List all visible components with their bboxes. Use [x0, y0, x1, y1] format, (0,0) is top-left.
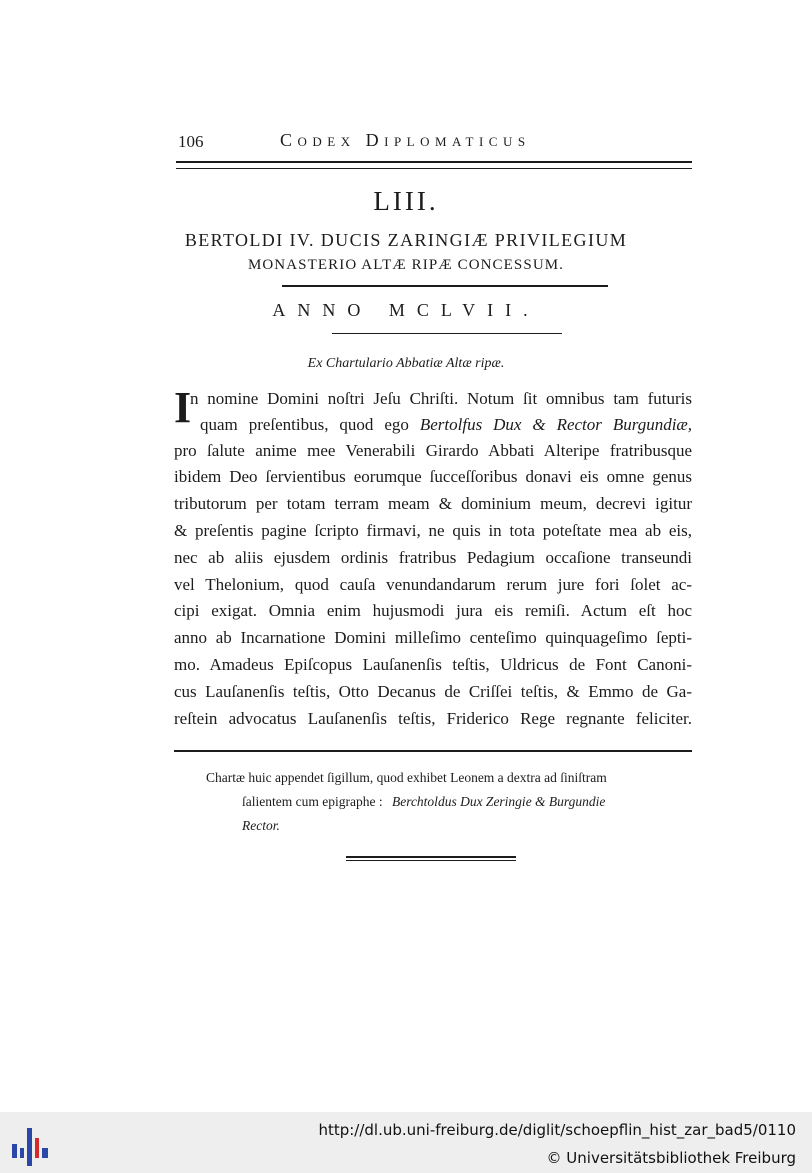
head-rule-thick — [176, 161, 692, 163]
text-line-2 — [200, 412, 692, 438]
document-year: ANNO MCLVII. — [272, 300, 540, 320]
year-rule — [332, 333, 562, 334]
document-source: Ex Chartulario Abbatiæ Altæ ripæ. — [307, 356, 505, 371]
note-line-3-italic: Rector. — [242, 818, 280, 833]
text-end-rule — [174, 750, 692, 752]
footer-copyright: © Universitätsbibliothek Freiburg — [546, 1149, 796, 1167]
running-title: Codex Diplomaticus — [280, 130, 531, 150]
text-line-6: & preſentis pagine ſcripto firmavi, ne quis in tota poteſtate mea ab eis, — [174, 521, 692, 540]
footer-url[interactable]: http://dl.ub.uni-freiburg.de/diglit/schoepflin_hist_zar_bad5/0110 — [318, 1121, 796, 1139]
text-line-1: n nomine Domini noſtri Jeſu Chriſti. Notum ſit omnibus tam futuris — [190, 389, 692, 408]
page-number: 106 — [178, 132, 204, 151]
note-line-2-plain: ſalientem cum epigraphe : — [242, 794, 383, 809]
text-line-3: pro ſalute anime mee Venerabili Girardo Abbati Alteripe fratribusque — [174, 441, 692, 460]
text-line-12: cus Lauſanenſis teſtis, Otto Decanus de Criſſei teſtis, & Emmo de Ga- — [174, 682, 692, 701]
text-line-11: mo. Amadeus Epiſcopus Lauſanenſis teſtis, Uldricus de Font Canoni- — [174, 655, 692, 674]
note-line-3 — [242, 815, 280, 837]
title-rule — [282, 285, 608, 287]
text-line-10: anno ab Incarnatione Domini milleſimo centeſimo quinquageſimo ſepti- — [174, 628, 692, 647]
note-line-2-italic: Berchtoldus Dux Zeringie & Burgundie — [391, 794, 606, 809]
text-line-4: ibidem Deo ſervientibus eorumque ſucceſſoribus donavi eis omne genus — [174, 467, 692, 486]
document-number: LIII. — [373, 186, 439, 216]
text-line-2-plain: quam preſentibus, quod ego — [200, 415, 409, 434]
document-title-line1: BERTOLDI IV. DUCIS ZARINGIÆ PRIVILEGIUM — [184, 230, 628, 250]
document-title-line2: MONASTERIO ALTÆ RIPÆ CONCESSUM. — [247, 257, 565, 273]
text-line-2-italic: Bertolfus Dux & Rector Burgundiæ, — [419, 415, 693, 434]
text-line-7: nec ab aliis ejusdem ordinis fratribus Pedagium occaſione transeundi — [174, 548, 692, 567]
closing-rule-1 — [346, 856, 516, 858]
note-line-2 — [242, 791, 605, 813]
text-line-8: vel Thelonium, quod cauſa venundandarum rerum jure fori ſolet ac- — [174, 575, 692, 594]
note-line-1: Chartæ huic appendet ſigillum, quod exhibet Leonem a dextra ad ſiniſtram — [206, 770, 607, 785]
drop-initial: I — [174, 383, 192, 432]
head-rule-thin — [176, 168, 692, 169]
text-line-9: cipi exigat. Omnia enim hujusmodi jura eis remiſi. Actum eſt hoc — [174, 601, 692, 620]
text-line-5: tributorum per totam terram meam & dominium meum, decrevi igitur — [174, 494, 692, 513]
library-logo-icon — [10, 1124, 50, 1168]
text-line-13: reſtein advocatus Lauſanenſis teſtis, Friderico Rege regnante feliciter. — [174, 709, 692, 728]
closing-rule-2 — [346, 860, 516, 861]
